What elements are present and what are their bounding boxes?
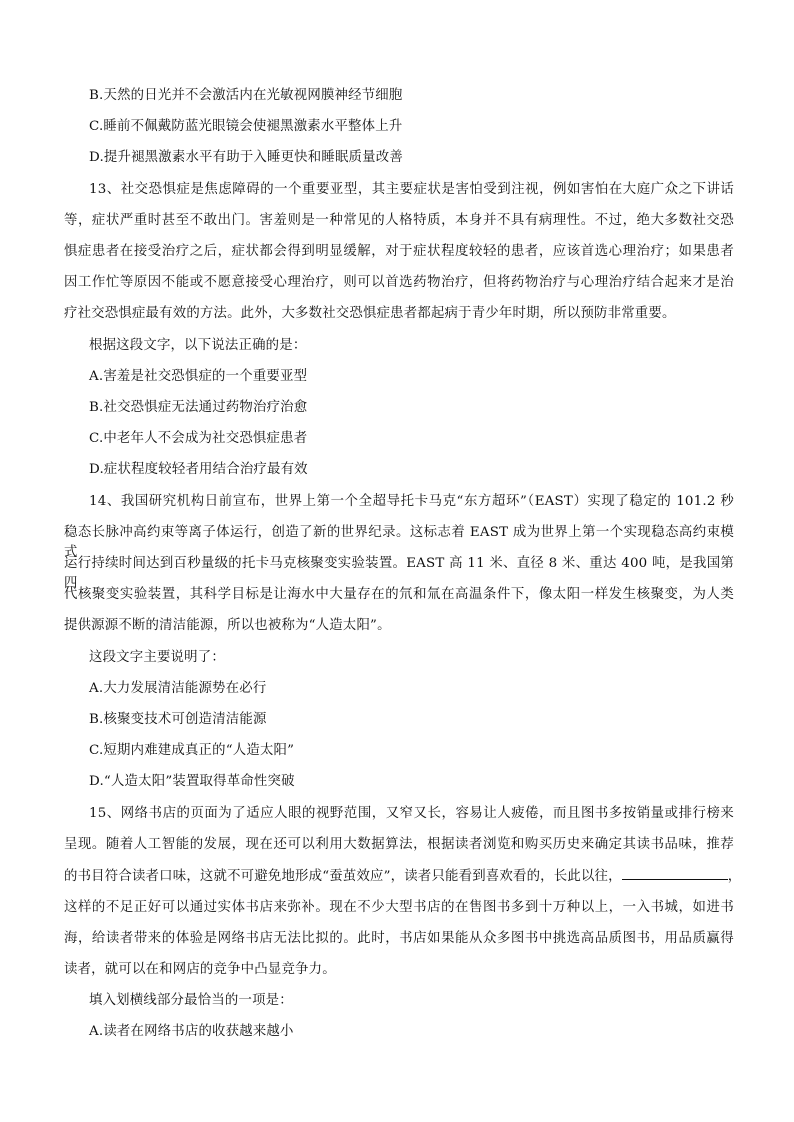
q13-option-a: A.害羞是社交恐惧症的一个重要亚型 (89, 369, 308, 384)
q15-paragraph-line: 读者，就可以在和网店的竞争中凸显竞争力。 (64, 962, 336, 977)
q13-option-d: D.症状程度较轻者用结合治疗最有效 (89, 462, 308, 477)
q13-option-b: B.社交恐惧症无法通过药物治疗治愈 (89, 400, 308, 415)
q13-paragraph-line: 惧症患者在接受治疗之后，症状都会得到明显缓解，对于症状程度较轻的患者，应该首选心理治疗；如果患者 (64, 244, 734, 259)
q14-option-a: A.大力发展清洁能源势在必行 (89, 681, 267, 696)
q14-paragraph-line: 运行持续时间达到百秒量级的托卡马克核聚变实验装置。EAST 高 11 米、直径 8 米、重达 400 吨，是我国第四 (64, 556, 734, 591)
q14-paragraph-line: 提供源源不断的清洁能源，所以也被称为“人造太阳”。 (64, 618, 391, 633)
q13-paragraph-line: 13、社交恐惧症是焦虑障碍的一个重要亚型，其主要症状是害怕受到注视，例如害怕在大庭广众之下讲话 (89, 182, 734, 197)
q14-prompt: 这段文字主要说明了： (89, 650, 225, 665)
q12-option-b: B.天然的日光并不会激活内在光敏视网膜神经节细胞 (89, 88, 403, 103)
q12-option-c: C.睡前不佩戴防蓝光眼镜会使褪黑激素水平整体上升 (89, 119, 403, 134)
q14-paragraph-line: 代核聚变实验装置，其科学目标是让海水中大量存在的氘和氚在高温条件下，像太阳一样发生核聚变，为人类 (64, 587, 734, 602)
q15-paragraph-line: 这样的不足正好可以通过实体书店来弥补。现在不少大型书店的在售图书多到十万种以上，一入书城，如进书 (64, 900, 734, 915)
q14-paragraph-line: 稳态长脉冲高约束等离子体运行，创造了新的世界纪录。这标志着 EAST 成为世界上第一个实现稳态高约束模式 (64, 525, 734, 560)
q14-option-c: C.短期内难建成真正的“人造太阳” (89, 743, 295, 758)
fill-in-blank (622, 866, 728, 880)
q15-text-before-blank: 的书目符合读者口味，这就不可避免地形成“蚕茧效应”，读者只能看到喜欢看的，长此以往， (64, 869, 622, 884)
q15-paragraph-line: 海，给读者带来的体验是网络书店无法比拟的。此时，书店如果能从众多图书中挑选高品质图书，用品质赢得 (64, 931, 734, 946)
q14-option-b: B.核聚变技术可创造清洁能源 (89, 712, 267, 727)
q13-paragraph-line: 因工作忙等原因不能或不愿意接受心理治疗，则可以首选药物治疗，但将药物治疗与心理治疗结合起来才是治 (64, 275, 734, 290)
q15-paragraph-line-with-blank (64, 866, 742, 887)
q14-paragraph-line: 14、我国研究机构日前宣布，世界上第一个全超导托卡马克“东方超环”（EAST）实现了稳定的 101.2 秒 (89, 494, 734, 509)
q14-option-d: D.“人造太阳”装置取得革命性突破 (89, 774, 295, 789)
q13-prompt: 根据这段文字，以下说法正确的是： (89, 338, 307, 353)
q15-option-a: A.读者在网络书店的收获越来越小 (89, 1024, 294, 1039)
q15-text-after-blank: ， (727, 869, 742, 884)
q15-prompt: 填入划横线部分最恰当的一项是： (89, 993, 293, 1008)
q13-paragraph-line: 等，症状严重时甚至不敢出门。害羞则是一种常见的人格特质，本身并不具有病理性。不过，绝大多数社交恐 (64, 213, 734, 228)
q13-paragraph-line: 疗社交恐惧症最有效的方法。此外，大多数社交恐惧症患者都起病于青少年时期，所以预防非常重要。 (64, 306, 676, 321)
q15-paragraph-line: 15、网络书店的页面为了适应人眼的视野范围，又窄又长，容易让人疲倦，而且图书多按销量或排行榜来 (89, 806, 734, 821)
q12-option-d: D.提升褪黑激素水平有助于入睡更快和睡眠质量改善 (89, 150, 403, 165)
q15-paragraph-line: 呈现。随着人工智能的发展，现在还可以利用大数据算法，根据读者浏览和购买历史来确定其读书品味，推荐 (64, 837, 734, 852)
q13-option-c: C.中老年人不会成为社交恐惧症患者 (89, 431, 308, 446)
